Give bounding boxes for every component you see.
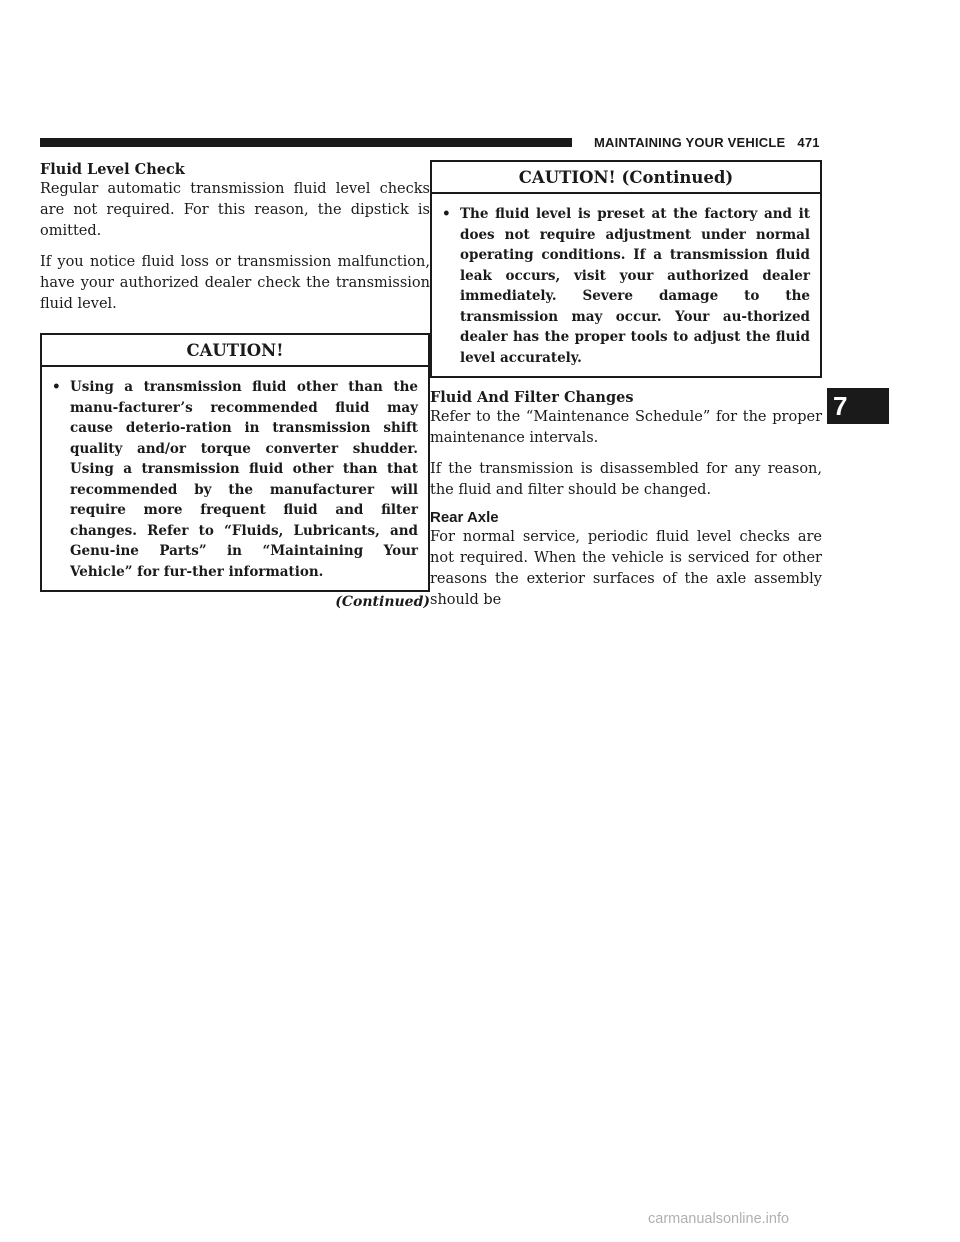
right-column	[430, 160, 822, 621]
caution-text: Using a transmission fluid other than the manu-facturer’s recommended fluid may cause deterio-ration in transmission shift quality and/or torque converter shudder. Using a transmission fluid other than that recommended by the manufacturer will require more frequent fluid and filter changes. Refer to “Fluids, Lubricants, and Genu-ine Parts” in “Maintaining Your Vehicle” for fur-ther information.	[70, 379, 418, 580]
rear-axle-paragraph: For normal service, periodic fluid level checks are not required. When the vehicle is serviced for other reasons the exterior surfaces of the axle assembly should be	[430, 529, 822, 608]
caution-box	[40, 333, 430, 592]
rear-axle-heading: Rear Axle	[430, 509, 499, 526]
bullet-icon: •	[52, 379, 61, 395]
fluid-check-paragraph-2: If you notice fluid loss or transmission malfunction, have your authorized dealer check the transmission fluid level.	[40, 254, 430, 312]
bullet-icon: •	[442, 206, 451, 222]
fluid-check-paragraph-1: Regular automatic transmission fluid level checks are not required. For this reason, the dipstick is omitted.	[40, 181, 430, 239]
fluid-filter-changes-heading: Fluid And Filter Changes	[430, 389, 634, 406]
section-title: MAINTAINING YOUR VEHICLE	[594, 135, 786, 150]
caution-title: CAUTION!	[42, 335, 428, 367]
caution-continued-body	[432, 194, 820, 376]
filter-paragraph-1: Refer to the “Maintenance Schedule” for the proper maintenance intervals.	[430, 409, 822, 446]
filter-paragraph-2: If the transmission is disassembled for any reason, the fluid and filter should be changed.	[430, 461, 822, 498]
header-rule	[40, 138, 572, 147]
watermark-text: carmanualsonline.info	[648, 1211, 790, 1227]
chapter-tab: 7	[827, 388, 889, 424]
caution-continued-bullet-item	[442, 204, 810, 368]
fluid-level-check-heading: Fluid Level Check	[40, 161, 185, 178]
caution-continued-box	[430, 160, 822, 378]
page-number: 471	[797, 135, 820, 150]
left-column	[40, 160, 430, 610]
continued-label: (Continued)	[335, 594, 430, 610]
caution-continued-text: The fluid level is preset at the factory and it does not require adjustment under normal operating conditions. If a transmission fluid leak occurs, visit your authorized dealer immediately. Severe damage to the transmission may occur. Your au-thorized dealer has the proper tools to adjust the fluid level accurately.	[460, 206, 810, 366]
caution-bullet-item	[52, 377, 418, 582]
caution-body	[42, 367, 428, 590]
caution-continued-title: CAUTION! (Continued)	[432, 162, 820, 194]
page-header	[594, 135, 820, 150]
